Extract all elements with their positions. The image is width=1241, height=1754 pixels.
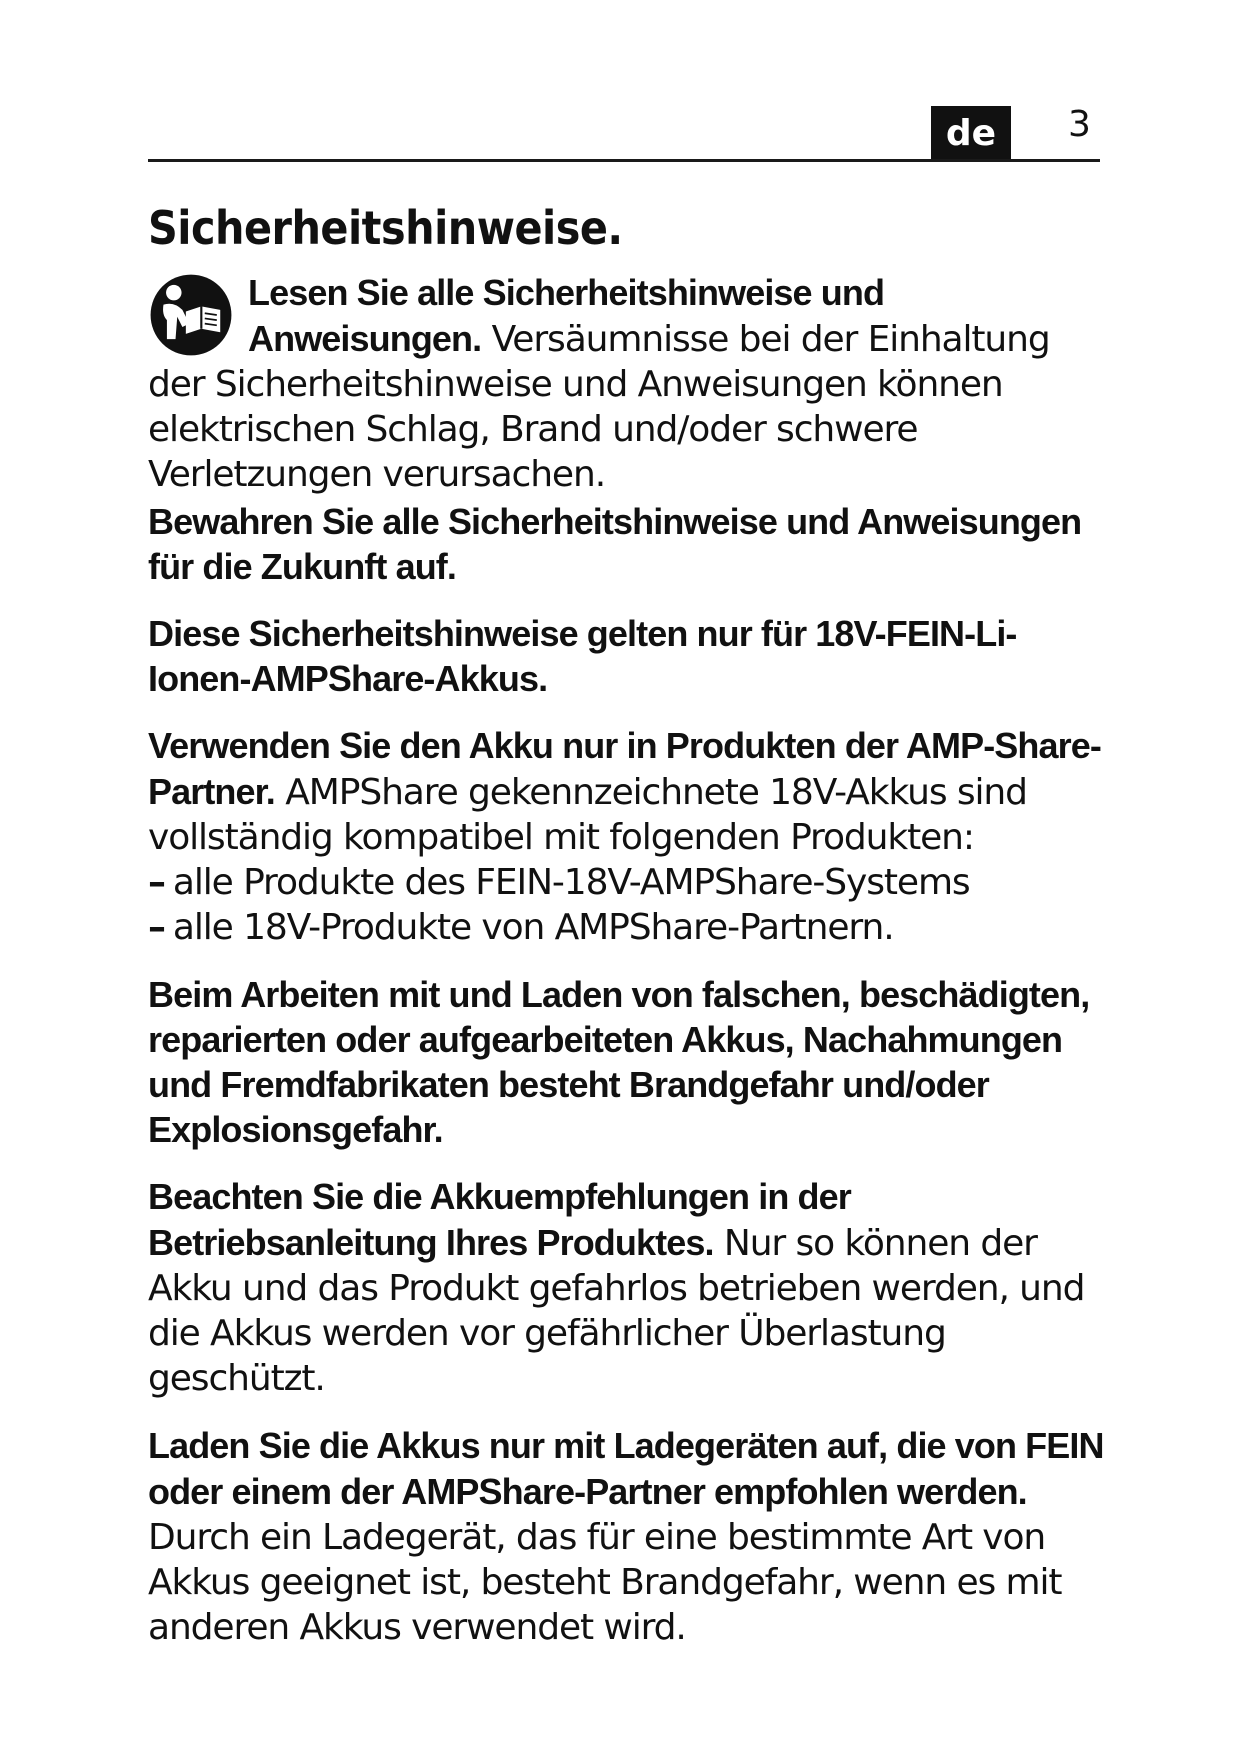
dash-bullet: – [148, 862, 165, 903]
paragraph-keep-instructions: Bewahren Sie alle Sicherheitshinweise und Anweisungen für die Zukunft auf. [148, 501, 1082, 587]
dash-bullet: – [148, 907, 165, 948]
paragraph-fire-hazard: Beim Arbeiten mit und Laden von falschen, beschädigten, reparierten oder aufgearbeiteten Akkus, Nachahmungen und Fremdfabrikaten besteht Brandgefahr und/oder Explosionsgefahr. [148, 974, 1090, 1150]
paragraph-battery-recommendations [148, 1174, 1108, 1401]
list-item: – alle 18V-Produkte von AMPShare-Partnern. [148, 907, 894, 948]
paragraph-chargers [148, 1423, 1108, 1650]
header-rule [148, 159, 1100, 162]
paragraph-compatibility [148, 723, 1108, 860]
paragraph-6-bold: Beachten Sie die Akkuempfehlungen in der Betriebsanleitung Ihres Produktes. [148, 1176, 851, 1263]
language-badge: de [931, 106, 1011, 159]
list-item: – alle Produkte des FEIN-18V-AMPShare-Systems [148, 862, 970, 903]
paragraph-1-text: Versäumnisse bei der Einhaltung der Sicherheitshinweise und Anweisungen können elektrischen Schlag, Brand und/oder schwere Verletzungen verursachen. [148, 319, 1050, 495]
paragraph-7-bold: Laden Sie die Akkus nur mit Ladegeräten auf, die von FEIN oder einem der AMPShare-Partner empfohlen werden. [148, 1425, 1104, 1512]
compatibility-list [148, 860, 1108, 950]
paragraph-1-bold: Lesen Sie alle Sicherheitshinweise und Anweisungen. [248, 272, 885, 359]
page-header [148, 106, 1100, 162]
read-manual-icon [148, 272, 234, 358]
paragraph-6-text: Nur so können der Akku und das Produkt gefahrlos betrieben werden, und die Akkus werden vor gefährlicher Überlastung geschützt. [148, 1223, 1085, 1399]
section-title: Sicherheitshinweise. [148, 201, 623, 255]
paragraph-4-bold: Verwenden Sie den Akku nur in Produkten der AMP-Share-Partner. [148, 725, 1101, 812]
page-content [148, 200, 1108, 1672]
paragraph-read-instructions [148, 270, 1108, 497]
page-number: 3 [1068, 104, 1091, 145]
paragraph-4-text: AMPShare gekennzeichnete 18V-Akkus sind vollständig kompatibel mit folgenden Produkten: [148, 772, 1027, 858]
paragraph-scope: Diese Sicherheitshinweise gelten nur für 18V-FEIN-Li-Ionen-AMPShare-Akkus. [148, 613, 1017, 699]
paragraph-7-text: Durch ein Ladegerät, das für eine bestimmte Art von Akkus geeignet ist, besteht Brandgefahr, wenn es mit anderen Akkus verwendet wird. [148, 1517, 1062, 1648]
